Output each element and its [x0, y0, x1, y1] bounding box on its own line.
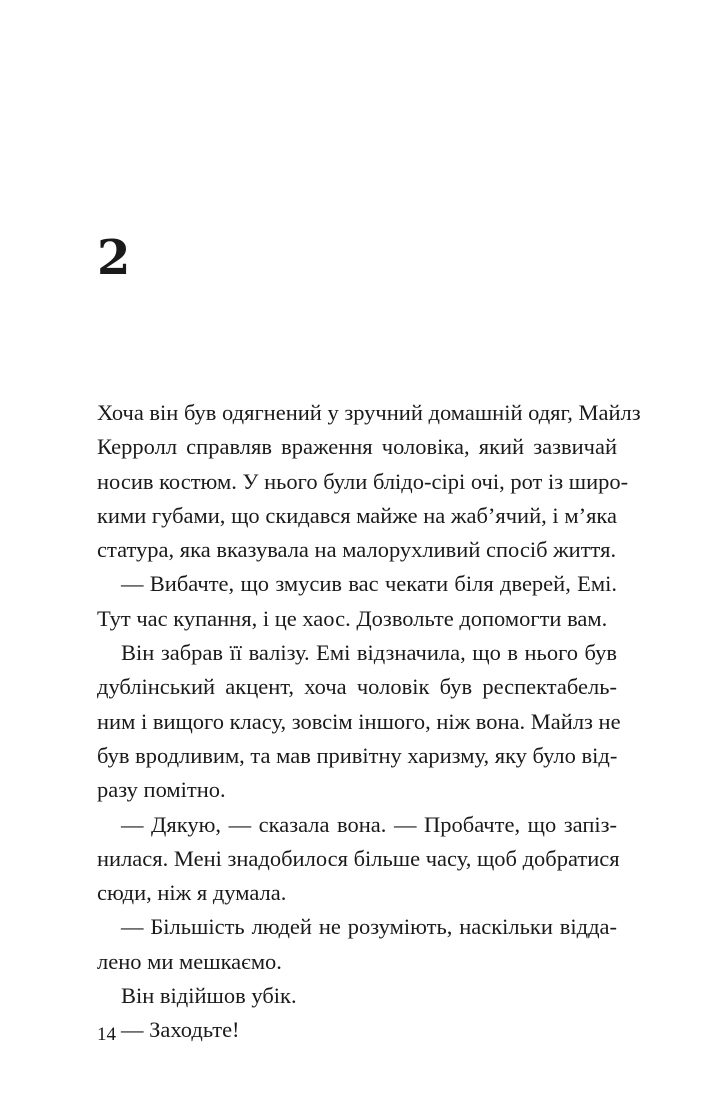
text-line: сюди, ніж я думала. — [97, 880, 287, 906]
text-line: Він забрав її валізу. Емі відзначила, що в нього був — [121, 640, 617, 666]
text-line: — Вибачте, що змусив вас чекати біля дверей, Емі. — [121, 571, 617, 597]
text-line: кими губами, що скидався майже на жаб’ячий, і м’яка — [97, 502, 617, 528]
text-line: статура, яка вказувала на малорухливий спосіб життя. — [97, 537, 617, 563]
text-line: Він відійшов убік. — [121, 983, 297, 1009]
page-number: 14 — [97, 1024, 116, 1045]
text-line: — Більшість людей не розуміють, наскільки відда- — [121, 914, 617, 940]
text-line: Хоча він був одягнений у зручний домашній одяг, Майлз — [97, 400, 641, 425]
text-line: нилася. Мені знадобилося більше часу, щоб добратися — [97, 845, 620, 871]
text-line: — Заходьте! — [121, 1017, 240, 1043]
text-line: Тут час купання, і це хаос. Дозвольте допомогти вам. — [97, 605, 608, 631]
text-line: лено ми мешкаємо. — [97, 948, 282, 974]
text-line: ним і вищого класу, зовсім іншого, ніж вона. Майлз не — [97, 708, 621, 734]
chapter-body — [97, 396, 641, 1048]
text-line: був вродливим, та мав привітну харизму, яку було від- — [97, 742, 618, 768]
text-line: — Дякую, — сказала вона. — Пробачте, що запіз- — [121, 811, 617, 837]
chapter-number: 2 — [97, 230, 131, 286]
text-line: Керролл справляв враження чоловіка, який зазвичай — [97, 434, 617, 460]
text-line: носив костюм. У нього були блідо-сірі очі, рот із широ- — [97, 468, 629, 494]
text-line: разу помітно. — [97, 777, 226, 803]
text-line: дублінський акцент, хоча чоловік був респектабель- — [97, 674, 617, 700]
